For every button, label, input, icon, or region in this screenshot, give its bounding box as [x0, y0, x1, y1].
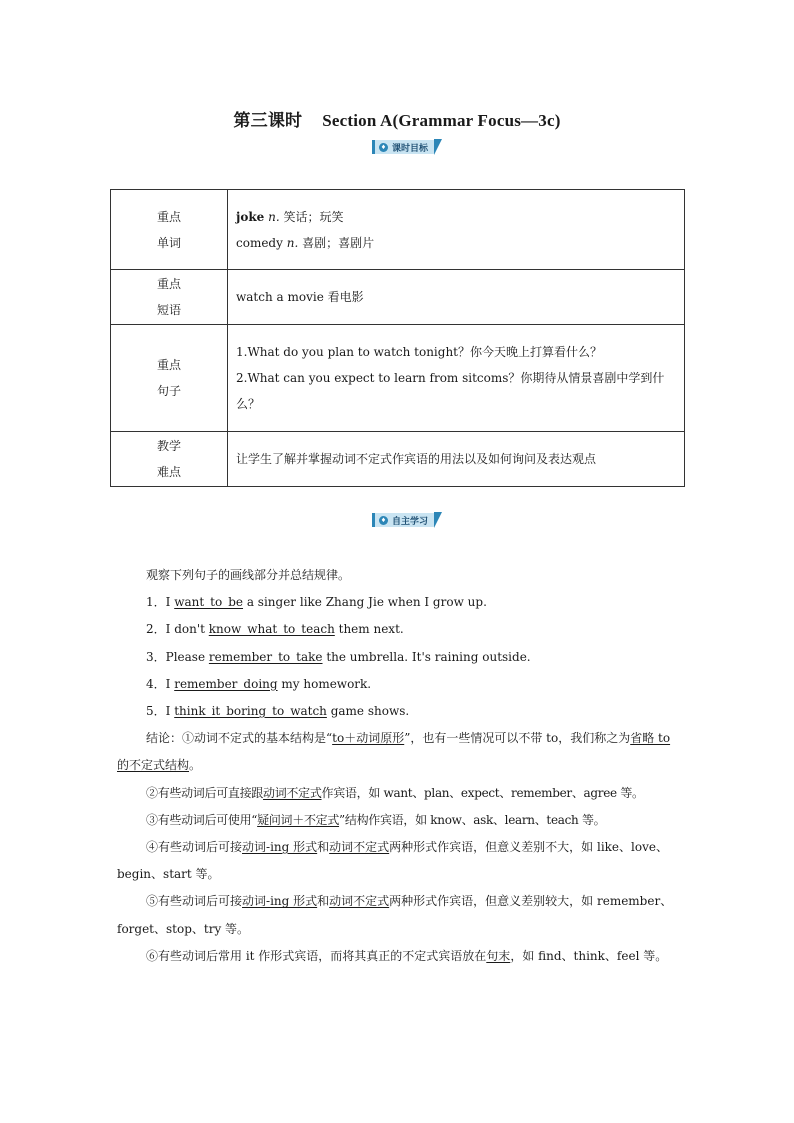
row-content: 1.What do you plan to watch tonight？你今天晚上打算看什么？ 2.What can you expect to learn from sitcoms？你期待从情景喜剧中学到什么？	[228, 325, 685, 432]
table-row	[111, 432, 685, 487]
table-row	[111, 325, 685, 432]
section-title: Section A(Grammar Focus—3c)	[322, 111, 561, 130]
conclusion-3: ③有些动词后可使用“疑问词＋不定式”结构作宾语，如 know、ask、learn、teach 等。	[146, 812, 606, 827]
example-sentence: 2．I don't know_what_to_teach them next.	[146, 622, 404, 637]
table-row	[111, 190, 685, 270]
objectives-badge-label: 课时目标	[392, 143, 429, 154]
self-study-badge	[372, 512, 442, 528]
trophy-icon: ♦	[380, 143, 387, 151]
trophy-icon: ♦	[380, 516, 387, 524]
study-intro: 观察下列句子的画线部分并总结规律。	[146, 568, 351, 582]
conclusion-5: ⑤有些动词后可接动词-ing 形式和动词不定式两种形式作宾语，但意义差别较大，如 remember、forget、stop、try 等。	[117, 894, 673, 936]
self-study-content	[117, 562, 683, 970]
conclusion-2: ②有些动词后可直接跟动词不定式作宾语，如 want、plan、expect、remember、agree 等。	[146, 785, 644, 800]
example-sentence: 4．I remember_doing my homework.	[146, 676, 372, 691]
self-study-badge-label: 自主学习	[392, 516, 429, 527]
row-content: joke n. 笑话；玩笑 comedy n. 喜剧；喜剧片	[228, 190, 685, 270]
page-title	[0, 106, 794, 131]
conclusion-1: 结论：①动词不定式的基本结构是“to＋动词原形”，也有一些情况可以不带 to，我们称之为省略 to 的不定式结构。	[117, 731, 671, 773]
example-sentence: 1．I want_to_be a singer like Zhang Jie when I grow up.	[146, 595, 487, 610]
objectives-table	[110, 189, 685, 487]
conclusion-6: ⑥有些动词后常用 it 作形式宾语，而将其真正的不定式宾语放在句末，如 find、think、feel 等。	[146, 948, 668, 963]
table-row	[111, 270, 685, 325]
example-sentence: 5．I think_it_boring_to_watch game shows.	[146, 704, 410, 719]
lesson-number: 第三课时	[233, 111, 303, 130]
row-label: 重点 短语	[111, 270, 228, 325]
objectives-badge	[372, 139, 442, 155]
conclusion-4: ④有些动词后可接动词-ing 形式和动词不定式两种形式作宾语，但意义差别不大，如 like、love、begin、start 等。	[117, 840, 668, 882]
row-content: 让学生了解并掌握动词不定式作宾语的用法以及如何询问及表达观点	[228, 432, 685, 487]
row-label: 教学 难点	[111, 432, 228, 487]
row-content: watch a movie 看电影	[228, 270, 685, 325]
row-label: 重点 单词	[111, 190, 228, 270]
row-label: 重点 句子	[111, 325, 228, 432]
example-sentence: 3．Please remember_to_take the umbrella. It's raining outside.	[146, 649, 531, 664]
